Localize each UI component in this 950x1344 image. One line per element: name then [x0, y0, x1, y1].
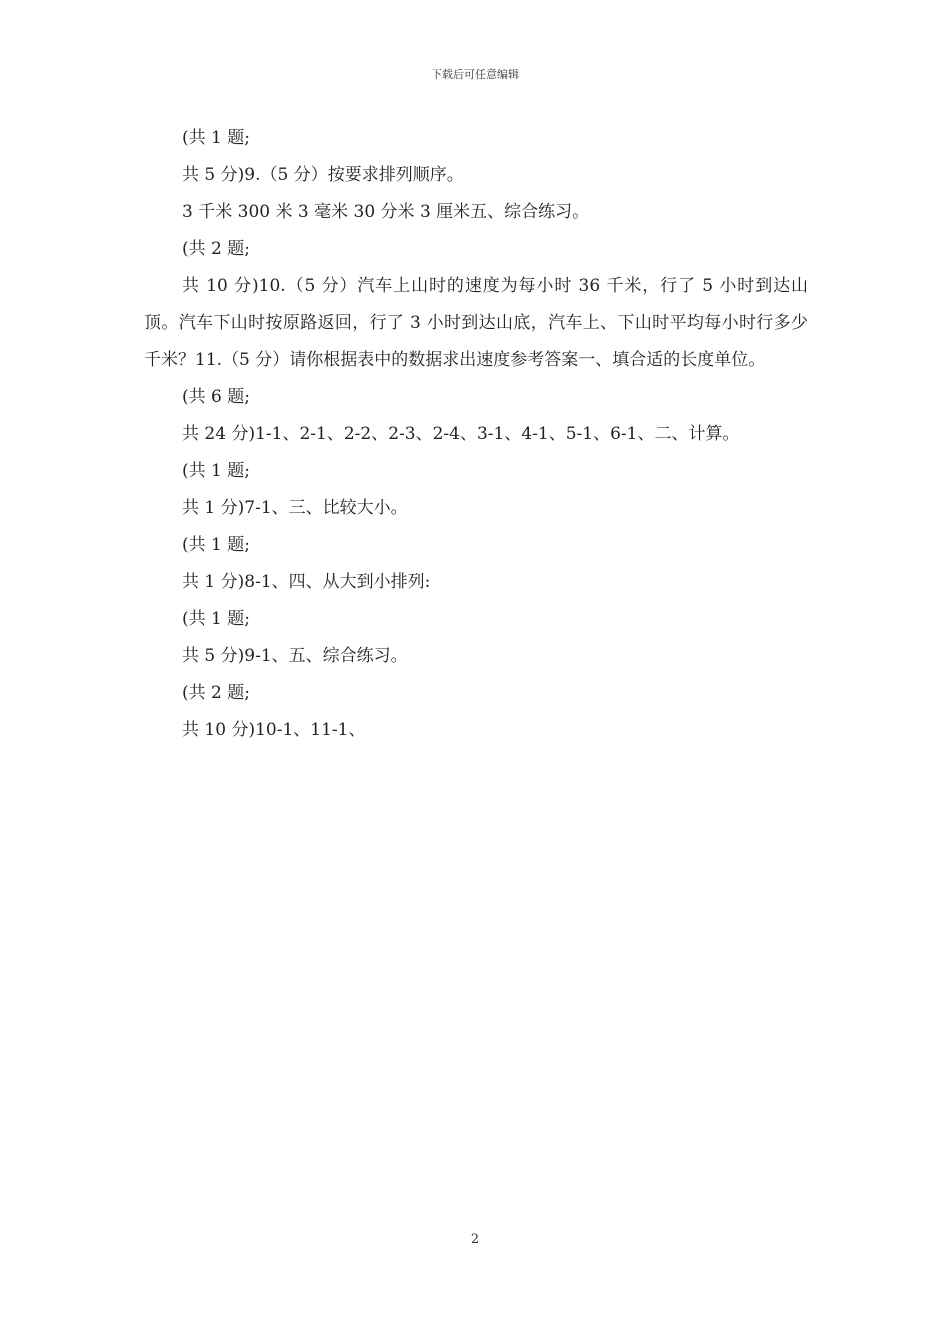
- paragraph: (共 2 题;: [182, 239, 250, 259]
- paragraph: (共 1 题;: [182, 535, 250, 555]
- paragraph: (共 1 题;: [182, 461, 250, 481]
- paragraph: (共 6 题;: [182, 387, 250, 407]
- document-body: [144, 120, 808, 749]
- paragraph: 共 1 分)8-1、四、从大到小排列:: [182, 572, 431, 592]
- page-number: 2: [470, 1232, 480, 1247]
- paragraph: (共 1 题;: [182, 128, 250, 148]
- page-header: 下载后可任意编辑: [431, 68, 519, 81]
- paragraph: 3 千米 300 米 3 毫米 30 分米 3 厘米五、综合练习。: [182, 202, 590, 222]
- paragraph: 共 10 分)10.（5 分）汽车上山时的速度为每小时 36 千米，行了 5 小时到达山顶。汽车下山时按原路返回，行了 3 小时到达山底，汽车上、下山时平均每小时行多少千米？11.（5 分）请你根据表中的数据求出速度参考答案一、填合适的长度单位。: [144, 276, 808, 370]
- paragraph: (共 1 题;: [182, 609, 250, 629]
- paragraph: 共 10 分)10-1、11-1、: [182, 720, 366, 740]
- paragraph: 共 24 分)1-1、2-1、2-2、2-3、2-4、3-1、4-1、5-1、6-1、二、计算。: [182, 424, 740, 444]
- paragraph: 共 1 分)7-1、三、比较大小。: [182, 498, 408, 518]
- paragraph: 共 5 分)9.（5 分）按要求排列顺序。: [182, 165, 464, 185]
- paragraph: (共 2 题;: [182, 683, 250, 703]
- paragraph: 共 5 分)9-1、五、综合练习。: [182, 646, 408, 666]
